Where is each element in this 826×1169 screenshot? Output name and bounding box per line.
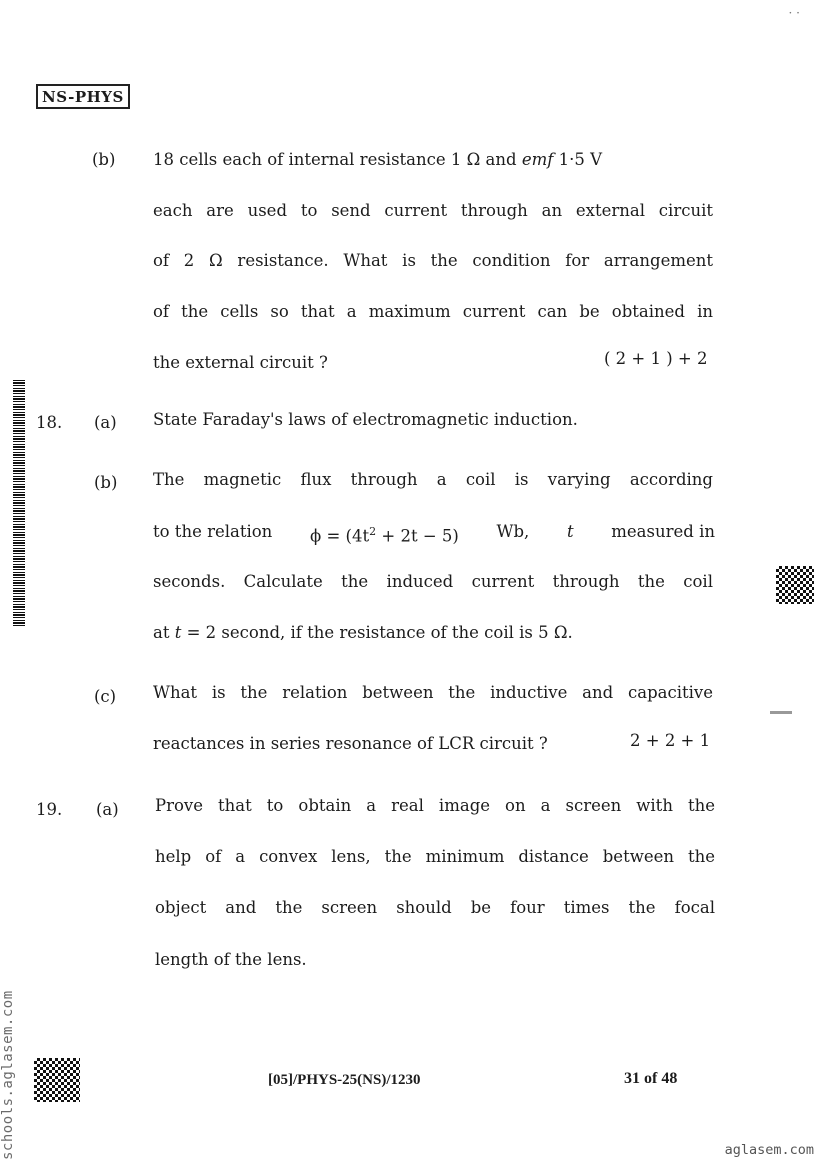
page-number: 31 of 48 xyxy=(624,1070,678,1087)
q17b-line1 xyxy=(153,150,602,170)
q19a-line3: object and the screen should be four times the focal xyxy=(155,898,715,917)
q18b-line2 xyxy=(153,522,715,547)
q18b-line4 xyxy=(153,623,573,643)
q19a-line4: length of the lens. xyxy=(155,950,307,969)
q18b-line4-lead: at xyxy=(153,623,175,642)
q17b-line3: of 2 Ω resistance. What is the condition for arrangement xyxy=(153,251,713,270)
flux-unit: Wb, xyxy=(496,522,530,541)
q18b-line4-end: = 2 second, if the resistance of the coil is 5 Ω. xyxy=(181,623,573,642)
q18-marks: 2 + 2 + 1 xyxy=(630,731,711,750)
q19a-line2: help of a convex lens, the minimum distance between the xyxy=(155,847,715,866)
q17b-line1-text: 18 cells each of internal resistance 1 Ω and xyxy=(153,150,522,169)
q18a-label: (a) xyxy=(94,413,117,432)
footer-code: [05]/PHYS-25(NS)/1230 xyxy=(268,1072,421,1088)
q18b-label: (b) xyxy=(94,473,118,492)
scan-dots: · · xyxy=(788,6,800,20)
time-variable-2: t xyxy=(174,623,182,642)
emf-term: emf xyxy=(521,150,554,169)
q18c-line1: What is the relation between the inductive and capacitive xyxy=(153,683,713,702)
time-variable: t xyxy=(566,522,574,541)
q17b-line5: the external circuit ? xyxy=(153,353,328,372)
q19a-line1: Prove that to obtain a real image on a screen with the xyxy=(155,796,715,815)
scan-mark xyxy=(770,711,792,714)
q18c-label: (c) xyxy=(94,687,117,706)
qr-code-right xyxy=(776,566,814,604)
side-watermark: schools.aglasem.com xyxy=(0,990,16,1160)
q18b-line2-end: measured in xyxy=(611,522,715,541)
paper-code-box xyxy=(36,84,130,109)
q18b-line1: The magnetic flux through a coil is varying according xyxy=(153,470,713,489)
q17b-line2: each are used to send current through an external circuit xyxy=(153,201,713,220)
flux-eq-exponent: 2 xyxy=(369,525,377,538)
q19-number: 19. xyxy=(36,800,63,819)
barcode xyxy=(13,380,25,626)
qr-code-left xyxy=(34,1058,80,1102)
q19a-label: (a) xyxy=(96,800,119,819)
q18c-line2: reactances in series resonance of LCR circuit ? xyxy=(153,734,548,753)
flux-equation xyxy=(310,522,459,547)
corner-watermark: aglasem.com xyxy=(724,1142,814,1158)
q18b-line3: seconds. Calculate the induced current through the coil xyxy=(153,572,713,591)
q18a-text: State Faraday's laws of electromagnetic induction. xyxy=(153,410,578,429)
q17b-line4: of the cells so that a maximum current can be obtained in xyxy=(153,302,713,321)
q17b-label: (b) xyxy=(92,150,116,169)
paper-code: NS-PHYS xyxy=(42,88,124,106)
q17b-line1-end: 1·5 V xyxy=(553,150,603,169)
q18b-line2-lead: to the relation xyxy=(153,522,273,541)
q17-marks: ( 2 + 1 ) + 2 xyxy=(604,349,708,368)
flux-eq-left: ϕ = (4t xyxy=(309,526,370,546)
q18-number: 18. xyxy=(36,413,63,432)
flux-eq-right: + 2t − 5) xyxy=(376,526,459,546)
